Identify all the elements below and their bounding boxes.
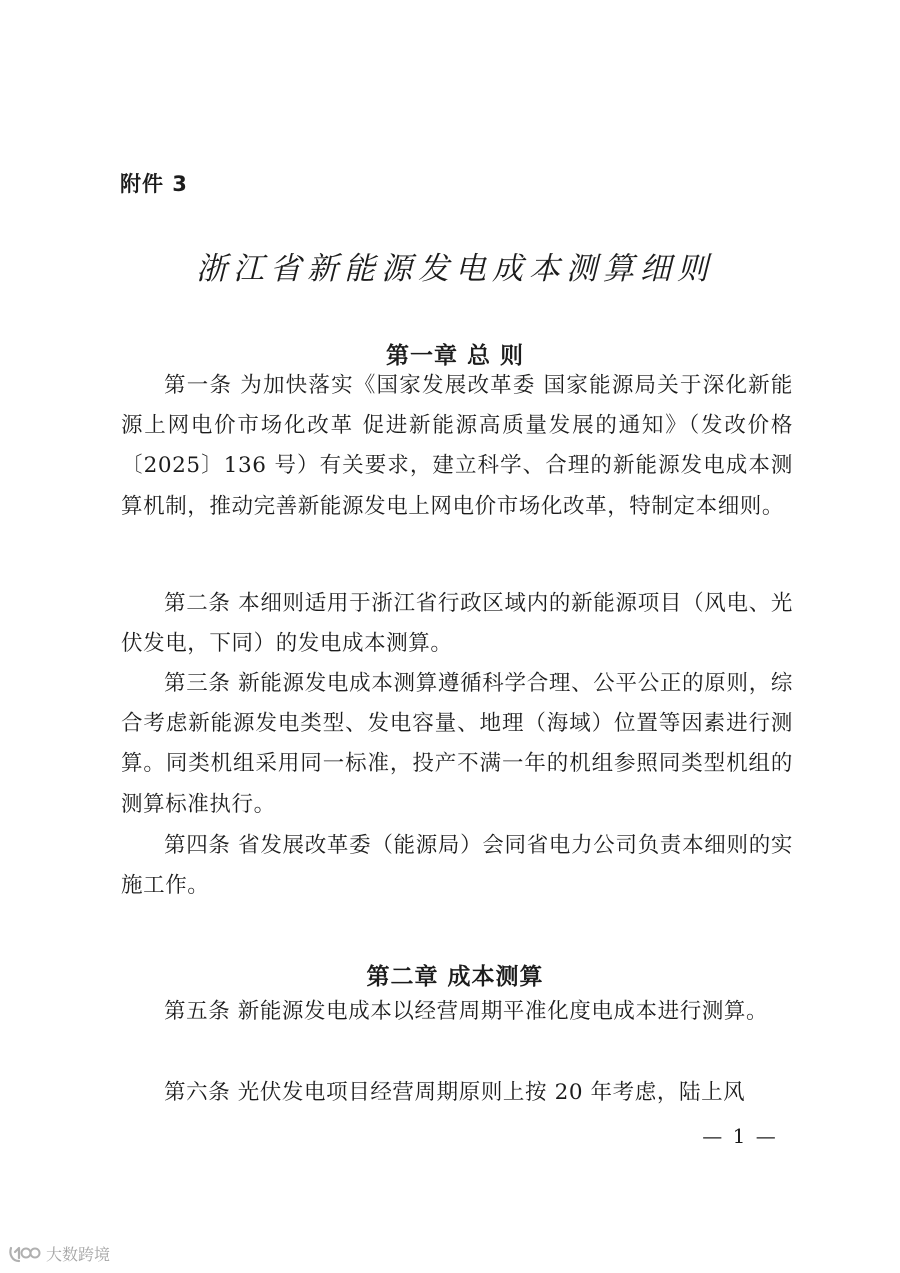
attachment-label: 附件 3	[120, 172, 188, 196]
watermark-text: 大数跨境	[46, 1245, 111, 1264]
document-title: 浙江省新能源发电成本测算细则	[196, 251, 714, 287]
article-2: 第二条 本细则适用于浙江省行政区域内的新能源项目（风电、光伏发电，下同）的发电成本测算。	[121, 591, 793, 657]
article-3: 第三条 新能源发电成本测算遵循科学合理、公平公正的原则，综合考虑新能源发电类型、发电容量、地理（海域）位置等因素进行测算。同类机组采用同一标准，投产不满一年的机组参照同类型机组的测算标准执行。	[121, 671, 793, 817]
brand-logo-icon	[8, 1244, 42, 1264]
chapter-heading-1: 第一章 总 则	[385, 343, 524, 369]
watermark	[8, 1242, 110, 1265]
chapter-heading-2: 第二章 成本测算	[366, 964, 544, 990]
article-1: 第一条 为加快落实《国家发展改革委 国家能源局关于深化新能源上网电价市场化改革 促进新能源高质量发展的通知》（发改价格〔2025〕136 号）有关要求，建立科学、合理的新能源发电成本测算机制，推动完善新能源发电上网电价市场化改革，特制定本细则。	[121, 373, 793, 519]
article-6: 第六条 光伏发电项目经营周期原则上按 20 年考虑，陆上风	[164, 1080, 746, 1105]
article-5: 第五条 新能源发电成本以经营周期平准化度电成本进行测算。	[164, 999, 769, 1024]
article-4: 第四条 省发展改革委（能源局）会同省电力公司负责本细则的实施工作。	[121, 833, 793, 899]
page-number: — 1 —	[702, 1124, 778, 1148]
